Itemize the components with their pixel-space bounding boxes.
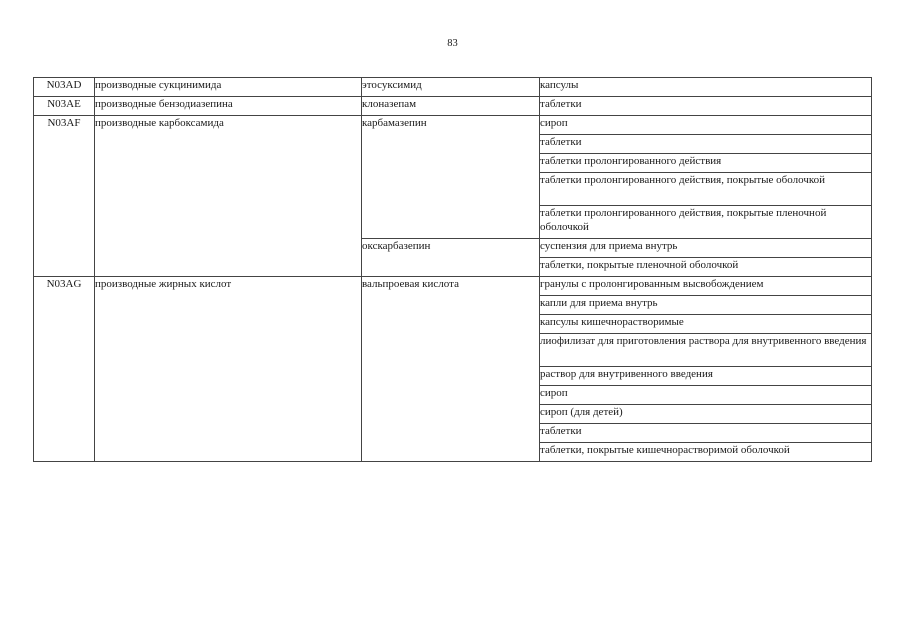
group-name: производные жирных кислот — [95, 277, 362, 462]
dosage-form: капсулы — [540, 78, 872, 97]
group-name: производные сукцинимида — [95, 78, 362, 97]
atc-code: N03AD — [34, 78, 95, 97]
dosage-form: таблетки пролонгированного действия — [540, 154, 872, 173]
dosage-form: лиофилизат для приготовления раствора для внутривенного введения — [540, 334, 872, 367]
table-row — [34, 277, 872, 296]
dosage-form: таблетки — [540, 97, 872, 116]
dosage-form: таблетки пролонгированного действия, покрытые оболочкой — [540, 173, 872, 206]
dosage-form: таблетки пролонгированного действия, покрытые пленочной оболочкой — [540, 206, 872, 239]
drug-table — [33, 77, 872, 462]
dosage-form: таблетки, покрытые кишечнорастворимой оболочкой — [540, 443, 872, 462]
table-row — [34, 78, 872, 97]
dosage-form: таблетки — [540, 135, 872, 154]
substance-name: клоназепам — [362, 97, 540, 116]
dosage-form: суспензия для приема внутрь — [540, 239, 872, 258]
dosage-form: капли для приема внутрь — [540, 296, 872, 315]
dosage-form: гранулы с пролонгированным высвобождением — [540, 277, 872, 296]
dosage-form: раствор для внутривенного введения — [540, 367, 872, 386]
dosage-form: сироп — [540, 116, 872, 135]
group-name: производные карбоксамида — [95, 116, 362, 277]
substance-name: вальпроевая кислота — [362, 277, 540, 462]
atc-code: N03AF — [34, 116, 95, 277]
dosage-form: капсулы кишечнорастворимые — [540, 315, 872, 334]
dosage-form: сироп (для детей) — [540, 405, 872, 424]
dosage-form: таблетки, покрытые пленочной оболочкой — [540, 258, 872, 277]
page-number: 83 — [447, 38, 458, 49]
substance-name: этосуксимид — [362, 78, 540, 97]
atc-code: N03AG — [34, 277, 95, 462]
group-name: производные бензодиазепина — [95, 97, 362, 116]
substance-name: окскарбазепин — [362, 239, 540, 277]
table-row — [34, 116, 872, 135]
substance-name: карбамазепин — [362, 116, 540, 239]
dosage-form: таблетки — [540, 424, 872, 443]
atc-code: N03AE — [34, 97, 95, 116]
dosage-form: сироп — [540, 386, 872, 405]
table-row — [34, 97, 872, 116]
